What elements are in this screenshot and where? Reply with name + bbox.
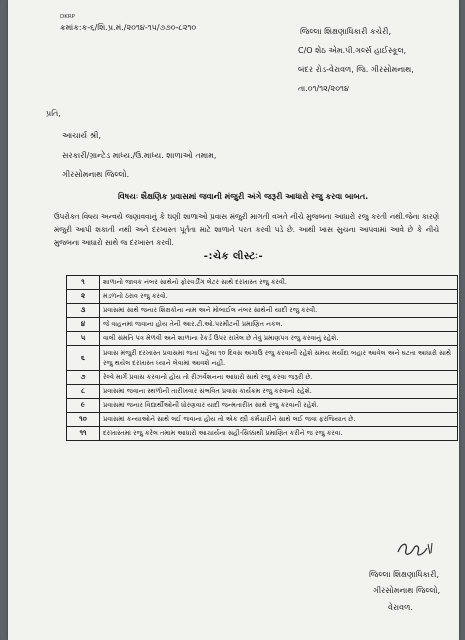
checklist-text: પ્રવાસમાં જનાર વિદ્યાર્થીઓની ધોરણવાર યાદી જન્મતારીખ સાથે રજુ કરવાની રહેશે. bbox=[103, 401, 319, 410]
checklist-text-cell bbox=[100, 290, 458, 304]
checklist-text-cell bbox=[100, 276, 458, 290]
checklist-row bbox=[67, 318, 458, 332]
checklist-text-cell bbox=[100, 427, 458, 441]
checklist-row bbox=[67, 290, 458, 304]
letter-date: તા.૦૧/૧૨/૨૦૧૪ bbox=[298, 84, 349, 93]
checklist-row bbox=[67, 371, 458, 385]
checklist-text-cell bbox=[100, 399, 458, 413]
checklist-number: ૧૦ bbox=[67, 413, 100, 427]
checklist-number: ૧ bbox=[67, 276, 100, 290]
body-paragraph: ઉપરોક્ત વિષય અન્વયે જણાવવાનું કે ઘણી શાળાઓ પ્રવાસ મંજુરી માગતી વખતે નીચે મુજબના આધારો રજુ કરતી નથી.જેના કારણે મંજુરી આપી શકાતી નથી અને દરખાસ્ત પૂર્તતા માટે શાળાને પરત કરવી પડે છે. આથી ખાસ સુચના આપવામાં આવે છે કે નીચે મુજબના આધારો સાથે જ દરખાસ્ત કરવી. bbox=[54, 212, 439, 247]
checklist-number: ૧૧ bbox=[67, 427, 100, 441]
checklist-text: મંડળનો ઠરાવ રજુ કરવો. bbox=[103, 292, 168, 301]
signature-line-2: ગીરસોમનાથ જિલ્લો, bbox=[373, 586, 441, 595]
checklist-text: દરખાસ્તમાં રજુ કરેલ તમામ આધારો આચાર્યના સહી-સિક્કાથી પ્રમાણિત કરીને જ રજુ કરવા. bbox=[103, 429, 343, 438]
recipient-line-1: આચાર્ય શ્રી, bbox=[62, 131, 101, 140]
office-line-2: C/O શેઠ એમ.પી.ગર્લ્સ હાઈસ્કૂલ, bbox=[298, 46, 407, 55]
checklist-text: રેલ્વે માર્ગે પ્રવાસ કરવાનો હોય તો રીઝર્વેશનના આધારો સાથે રજુ કરવા જરૂરી છે. bbox=[103, 373, 313, 382]
checklist-text-cell bbox=[100, 332, 458, 346]
checklist-row bbox=[67, 399, 458, 413]
recipient-line-3: ગીરસોમનાથ જિલ્લો. bbox=[62, 170, 130, 179]
recipient-line-2: સરકારી/ગ્રાન્ટેડ માધ્ય./ઉ.માધ્ય. શાળાઓ તમામ, bbox=[62, 151, 217, 160]
office-line-1: જિલ્લા શિક્ષણાધિકારી કચેરી, bbox=[300, 27, 392, 36]
checklist-number: ૮ bbox=[67, 385, 100, 399]
checklist-number: ૪ bbox=[67, 318, 100, 332]
checklist-text-cell bbox=[100, 371, 458, 385]
recipient-prati: પ્રતિ, bbox=[46, 109, 61, 118]
checklist-text-cell bbox=[100, 385, 458, 399]
checklist-title: -:ચેક લીસ્ટઃ- bbox=[203, 251, 264, 262]
checklist-row bbox=[67, 304, 458, 318]
checklist-row bbox=[67, 385, 458, 399]
reference-number: ક્રમાંક:ક-૬/શિ.પ્ર.મં./૨૦૧૪-૧૫/૭૭૦-૮૨૧૦ bbox=[60, 23, 197, 32]
office-line-3: બંદર રોડ-વેરાવળ, જિ. ગીરસોમનાથ, bbox=[298, 65, 414, 74]
checklist-row bbox=[67, 346, 458, 371]
checklist-row bbox=[67, 427, 458, 441]
checklist-row bbox=[67, 276, 458, 290]
checklist-row bbox=[67, 413, 458, 427]
checklist-number: ૬ bbox=[67, 346, 100, 371]
checklist-number: ૭ bbox=[67, 371, 100, 385]
checklist-text: જે વાહનમાં જવાના હોય તેની આર.ટી.ઓ.પરમીટની પ્રમાણિત નકલ. bbox=[103, 320, 283, 329]
checklist-text: વાલી સંમતિ પત્ર મેળવી અને શાળાના રેકર્ડ ઉપર રાખેલ છે તેવું પ્રમાણપત્ર રજુ કરવાનું રહેશે. bbox=[103, 334, 339, 343]
checklist-table bbox=[66, 275, 458, 441]
signature-mark bbox=[394, 538, 438, 572]
checklist-row bbox=[67, 332, 458, 346]
checklist-text: પ્રવાસ મંજુરી દરખાસ્ત પ્રવાસમાં જતાં પહેલા ૧૦ દિવસ અગાઉ રજુ કરવાની રહેશે સમય મર્યાદા બહાર આવેલ અને ઘટતા આધારો સાથે રજુ થયેલ દરખાસ્ત ધ્યાને લેવામાં આવશે નહી. bbox=[103, 348, 452, 367]
checklist-text: પ્રવાસમાં જવાના સ્થળોની તારીખવાર સંભવિત પ્રવાસ કાર્યક્રમ રજુ કરવાનો રહેશે. bbox=[103, 387, 312, 396]
letter-page bbox=[8, 0, 459, 640]
checklist-number: ૫ bbox=[67, 332, 100, 346]
checklist-text: પ્રવાસમાં સાથે જનાર શિક્ષકોના નામ અને મોબાઈલ નંબર સાથેની યાદી રજુ કરવી. bbox=[103, 306, 318, 315]
corner-mark: DKRP bbox=[60, 14, 75, 20]
signature-line-3: વેરાવળ. bbox=[388, 603, 413, 612]
checklist-text-cell bbox=[100, 304, 458, 318]
checklist-number: ૯ bbox=[67, 399, 100, 413]
checklist-text-cell bbox=[100, 413, 458, 427]
checklist-text: પ્રવાસમાં કન્યાઓને સાથે લઈ જવાના હોય તો એક સ્ત્રી કર્મચારીને સાથે લઈ જવા ફરજિયાત છે. bbox=[103, 415, 356, 424]
checklist-text-cell bbox=[100, 346, 458, 371]
checklist-number: ૩ bbox=[67, 304, 100, 318]
checklist-text-cell bbox=[100, 318, 458, 332]
subject-line: વિષયઃ શૈક્ષણિક પ્રવાસમાં જવાની મંજુરી અંગે જરૂરી આધારો રજુ કરવા બાબત. bbox=[118, 192, 369, 201]
checklist-text: શાળાનો જાવક નંબર સાથેનો ફોરવર્ડીંગ લેટર સાથે દરખાસ્ત રજુ કરવી. bbox=[103, 278, 287, 287]
signature-line-1: જિલ્લા શિક્ષણાધિકારી, bbox=[369, 570, 439, 579]
checklist-number: ૨ bbox=[67, 290, 100, 304]
